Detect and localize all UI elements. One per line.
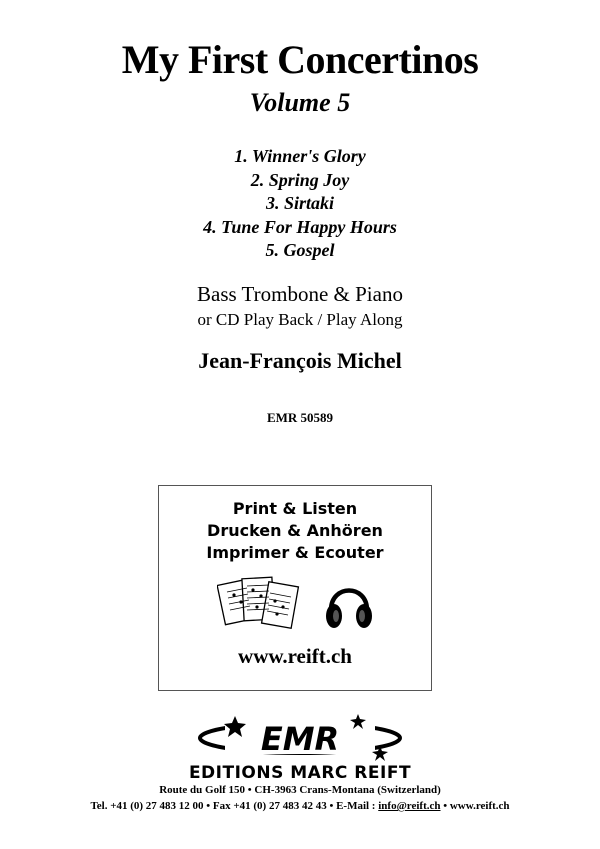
sheet-music-icon — [217, 574, 303, 636]
website-url: www.reift.ch — [238, 644, 352, 668]
publisher-address: Route du Golf 150 • CH-3963 Crans-Montana (Switzerland) — [159, 784, 441, 796]
page-title: My First Concertinos — [121, 37, 479, 82]
instrumentation: Bass Trombone & Piano — [197, 282, 403, 306]
promo-line-imprimer: Imprimer & Ecouter — [206, 543, 384, 562]
promo-line-drucken: Drucken & Anhören — [207, 521, 383, 540]
instrumentation-alt: or CD Play Back / Play Along — [197, 310, 403, 329]
list-item: 4. Tune For Happy Hours — [203, 216, 397, 237]
list-item: 1. Winner's Glory — [234, 146, 366, 166]
list-item: 2. Spring Joy — [250, 169, 350, 190]
contact-website: • www.reift.ch — [440, 800, 510, 812]
logo-text: EMR — [260, 720, 340, 758]
headphones-icon — [323, 576, 375, 634]
publisher-contact — [0, 800, 600, 812]
publisher-name: EDITIONS MARC REIFT — [188, 763, 412, 783]
print-listen-box — [158, 485, 432, 691]
emr-logo — [150, 712, 450, 764]
promo-line-print-listen: Print & Listen — [232, 499, 358, 518]
contact-phone-fax: Tel. +41 (0) 27 483 12 00 • Fax +41 (0) 27 483 42 43 • E-Mail : — [90, 800, 379, 812]
list-item: 3. Sirtaki — [265, 193, 335, 213]
composer-name: Jean-François Michel — [198, 348, 402, 373]
piece-list — [0, 145, 600, 263]
list-item: 5. Gospel — [265, 240, 335, 260]
volume-subtitle: Volume 5 — [249, 88, 351, 117]
catalog-number: EMR 50589 — [266, 410, 334, 425]
email-link[interactable]: info@reift.ch — [378, 800, 441, 812]
